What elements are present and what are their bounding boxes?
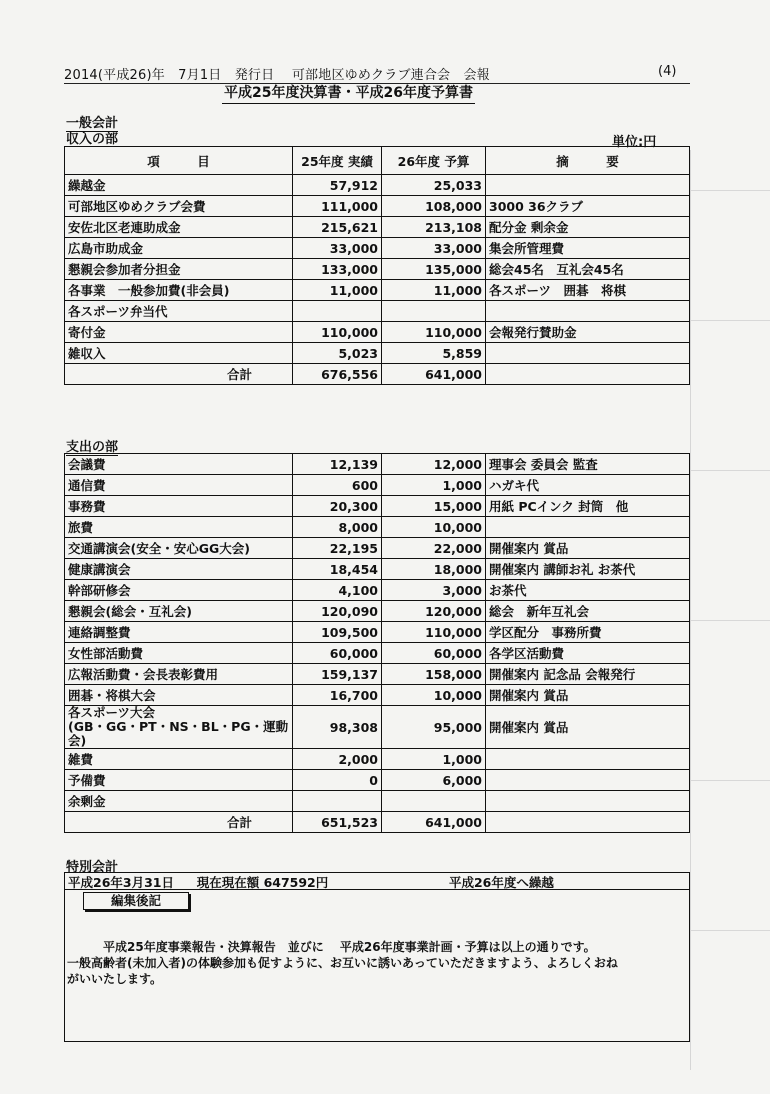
- row-item: 事務費: [65, 496, 293, 517]
- total-row: [65, 812, 690, 833]
- row-note: 配分金 剰余金: [486, 217, 690, 238]
- table-row: [65, 601, 690, 622]
- row-budget: 110,000: [382, 622, 486, 643]
- column-header-item: 項 目: [65, 147, 293, 175]
- row-item: 各スポーツ弁当代: [65, 301, 293, 322]
- bleed-through-column: [690, 150, 770, 1070]
- table-row: [65, 259, 690, 280]
- special-rule: [65, 889, 689, 890]
- table-row: [65, 280, 690, 301]
- row-budget: [382, 791, 486, 812]
- row-note: 各スポーツ 囲碁 将棋: [486, 280, 690, 301]
- row-item: 繰越金: [65, 175, 293, 196]
- row-actual: [293, 301, 382, 322]
- row-actual: 98,308: [293, 706, 382, 749]
- row-actual: 20,300: [293, 496, 382, 517]
- row-budget: 12,000: [382, 454, 486, 475]
- bleed-through-rule: [690, 470, 770, 471]
- document-title: 平成25年度決算書・平成26年度予算書: [222, 82, 475, 104]
- row-item: 幹部研修会: [65, 580, 293, 601]
- total-note: [486, 812, 690, 833]
- table-row: [65, 791, 690, 812]
- row-actual: 4,100: [293, 580, 382, 601]
- row-budget: 10,000: [382, 517, 486, 538]
- row-budget: 1,000: [382, 749, 486, 770]
- row-actual: 111,000: [293, 196, 382, 217]
- special-amount: 現在現在額 647592円: [196, 875, 329, 890]
- row-actual: 215,621: [293, 217, 382, 238]
- table-row: [65, 580, 690, 601]
- note-line: がいいたします。: [67, 972, 163, 986]
- total-note: [486, 364, 690, 385]
- table-row: [65, 238, 690, 259]
- bleed-through-rule: [690, 190, 770, 191]
- row-note: [486, 749, 690, 770]
- row-note: 各学区活動費: [486, 643, 690, 664]
- column-header-budget: 26年度 予算: [382, 147, 486, 175]
- special-account-box: [64, 872, 690, 1042]
- row-item: 健康講演会: [65, 559, 293, 580]
- row-actual: 110,000: [293, 322, 382, 343]
- row-note: [486, 791, 690, 812]
- row-note: 開催案内 賞品: [486, 538, 690, 559]
- row-item: 旅費: [65, 517, 293, 538]
- total-budget: 641,000: [382, 364, 486, 385]
- row-item: 各事業 一般参加費(非会員): [65, 280, 293, 301]
- row-budget: 213,108: [382, 217, 486, 238]
- total-label: 合計: [65, 812, 293, 833]
- special-account-label: 特別会計: [66, 860, 119, 875]
- table-row: [65, 685, 690, 706]
- table-row: [65, 706, 690, 749]
- total-actual: 651,523: [293, 812, 382, 833]
- row-item: 交通講演会(安全・安心GG大会): [65, 538, 293, 559]
- row-budget: 1,000: [382, 475, 486, 496]
- row-item: 懇親会(総会・互礼会): [65, 601, 293, 622]
- row-item: 囲碁・将棋大会: [65, 685, 293, 706]
- row-budget: 120,000: [382, 601, 486, 622]
- row-note: 集会所管理費: [486, 238, 690, 259]
- row-note: 開催案内 講師お礼 お茶代: [486, 559, 690, 580]
- total-actual: 676,556: [293, 364, 382, 385]
- row-budget: 25,033: [382, 175, 486, 196]
- row-item: 女性部活動費: [65, 643, 293, 664]
- table-row: [65, 538, 690, 559]
- column-header-note: 摘 要: [486, 147, 690, 175]
- row-note: 総会 新年互礼会: [486, 601, 690, 622]
- row-note: 3000 36クラブ: [486, 196, 690, 217]
- bleed-through-rule: [690, 930, 770, 931]
- table-row: [65, 664, 690, 685]
- row-item: 連絡調整費: [65, 622, 293, 643]
- row-item: 通信費: [65, 475, 293, 496]
- editor-note-text: [67, 939, 679, 987]
- row-note: [486, 343, 690, 364]
- row-note: 理事会 委員会 監査: [486, 454, 690, 475]
- table-row: [65, 301, 690, 322]
- table-row: [65, 475, 690, 496]
- row-actual: 60,000: [293, 643, 382, 664]
- row-item: 各スポーツ大会 (GB・GG・PT・NS・BL・PG・運動会): [65, 706, 293, 749]
- bleed-through-rule: [690, 620, 770, 621]
- row-note: 開催案内 記念品 会報発行: [486, 664, 690, 685]
- table-row: [65, 749, 690, 770]
- row-item: 寄付金: [65, 322, 293, 343]
- row-item: 可部地区ゆめクラブ会費: [65, 196, 293, 217]
- row-budget: 10,000: [382, 685, 486, 706]
- total-budget: 641,000: [382, 812, 486, 833]
- row-budget: 18,000: [382, 559, 486, 580]
- note-line: 平成25年度事業報告・決算報告 並びに 平成26年度事業計画・予算は以上の通りです。: [103, 940, 596, 954]
- row-budget: 60,000: [382, 643, 486, 664]
- bleed-through-rule: [690, 320, 770, 321]
- table-row: [65, 559, 690, 580]
- row-note: 学区配分 事務所費: [486, 622, 690, 643]
- table-row: [65, 217, 690, 238]
- row-item: 予備費: [65, 770, 293, 791]
- row-actual: 600: [293, 475, 382, 496]
- bleed-through-rule: [690, 780, 770, 781]
- row-budget: 15,000: [382, 496, 486, 517]
- row-actual: 18,454: [293, 559, 382, 580]
- table-row: [65, 622, 690, 643]
- row-item: 雑収入: [65, 343, 293, 364]
- table-row: [65, 643, 690, 664]
- row-note: 会報発行賛助金: [486, 322, 690, 343]
- table-row: [65, 454, 690, 475]
- row-budget: 158,000: [382, 664, 486, 685]
- row-item: 広報活動費・会長表彰費用: [65, 664, 293, 685]
- total-row: [65, 364, 690, 385]
- row-actual: 120,090: [293, 601, 382, 622]
- row-note: [486, 770, 690, 791]
- row-actual: 12,139: [293, 454, 382, 475]
- table-row: [65, 770, 690, 791]
- row-note: 開催案内 賞品: [486, 706, 690, 749]
- row-actual: [293, 791, 382, 812]
- row-actual: 133,000: [293, 259, 382, 280]
- table-row: [65, 517, 690, 538]
- editor-note-label: 編集後記: [83, 892, 189, 910]
- special-carry-over: 平成26年度へ繰越: [448, 875, 554, 890]
- column-header-actual: 25年度 実績: [293, 147, 382, 175]
- row-budget: 95,000: [382, 706, 486, 749]
- general-account-label: 一般会計: [66, 112, 118, 132]
- row-actual: 57,912: [293, 175, 382, 196]
- row-note: 用紙 PCインク 封筒 他: [486, 496, 690, 517]
- row-actual: 22,195: [293, 538, 382, 559]
- row-note: ハガキ代: [486, 475, 690, 496]
- row-budget: 108,000: [382, 196, 486, 217]
- table-row: [65, 496, 690, 517]
- row-actual: 16,700: [293, 685, 382, 706]
- row-item: 余剰金: [65, 791, 293, 812]
- unit-label: 単位:円: [612, 135, 657, 150]
- expense-section-label: 支出の部: [66, 436, 118, 456]
- row-budget: 3,000: [382, 580, 486, 601]
- note-line: 一般高齢者(未加入者)の体験参加も促すように、お互いに誘いあっていただきますよう、よろしくおね: [67, 956, 618, 970]
- row-budget: 110,000: [382, 322, 486, 343]
- row-actual: 0: [293, 770, 382, 791]
- table-row: [65, 322, 690, 343]
- row-item: 懇親会参加者分担金: [65, 259, 293, 280]
- row-item: 安佐北区老連助成金: [65, 217, 293, 238]
- income-table: [64, 146, 690, 385]
- table-row: [65, 343, 690, 364]
- row-note: [486, 175, 690, 196]
- row-budget: 33,000: [382, 238, 486, 259]
- total-label: 合計: [65, 364, 293, 385]
- issue-line: 2014(平成26)年 7月1日 発行日 可部地区ゆめクラブ連合会 会報: [64, 68, 490, 83]
- row-item: 雑費: [65, 749, 293, 770]
- expense-table: [64, 453, 690, 833]
- row-actual: 33,000: [293, 238, 382, 259]
- row-item: 会議費: [65, 454, 293, 475]
- row-note: お茶代: [486, 580, 690, 601]
- row-actual: 109,500: [293, 622, 382, 643]
- row-actual: 5,023: [293, 343, 382, 364]
- table-header-row: [65, 147, 690, 175]
- special-date: 平成26年3月31日: [68, 875, 174, 890]
- row-actual: 11,000: [293, 280, 382, 301]
- table-row: [65, 175, 690, 196]
- income-section-label: 収入の部: [66, 132, 119, 147]
- row-note: 総会45名 互礼会45名: [486, 259, 690, 280]
- page-number: (4): [658, 64, 677, 79]
- row-item: 広島市助成金: [65, 238, 293, 259]
- row-note: 開催案内 賞品: [486, 685, 690, 706]
- row-budget: 6,000: [382, 770, 486, 791]
- row-budget: 22,000: [382, 538, 486, 559]
- row-budget: [382, 301, 486, 322]
- row-actual: 2,000: [293, 749, 382, 770]
- row-actual: 8,000: [293, 517, 382, 538]
- row-budget: 135,000: [382, 259, 486, 280]
- row-note: [486, 517, 690, 538]
- row-budget: 11,000: [382, 280, 486, 301]
- row-actual: 159,137: [293, 664, 382, 685]
- table-row: [65, 196, 690, 217]
- row-note: [486, 301, 690, 322]
- row-budget: 5,859: [382, 343, 486, 364]
